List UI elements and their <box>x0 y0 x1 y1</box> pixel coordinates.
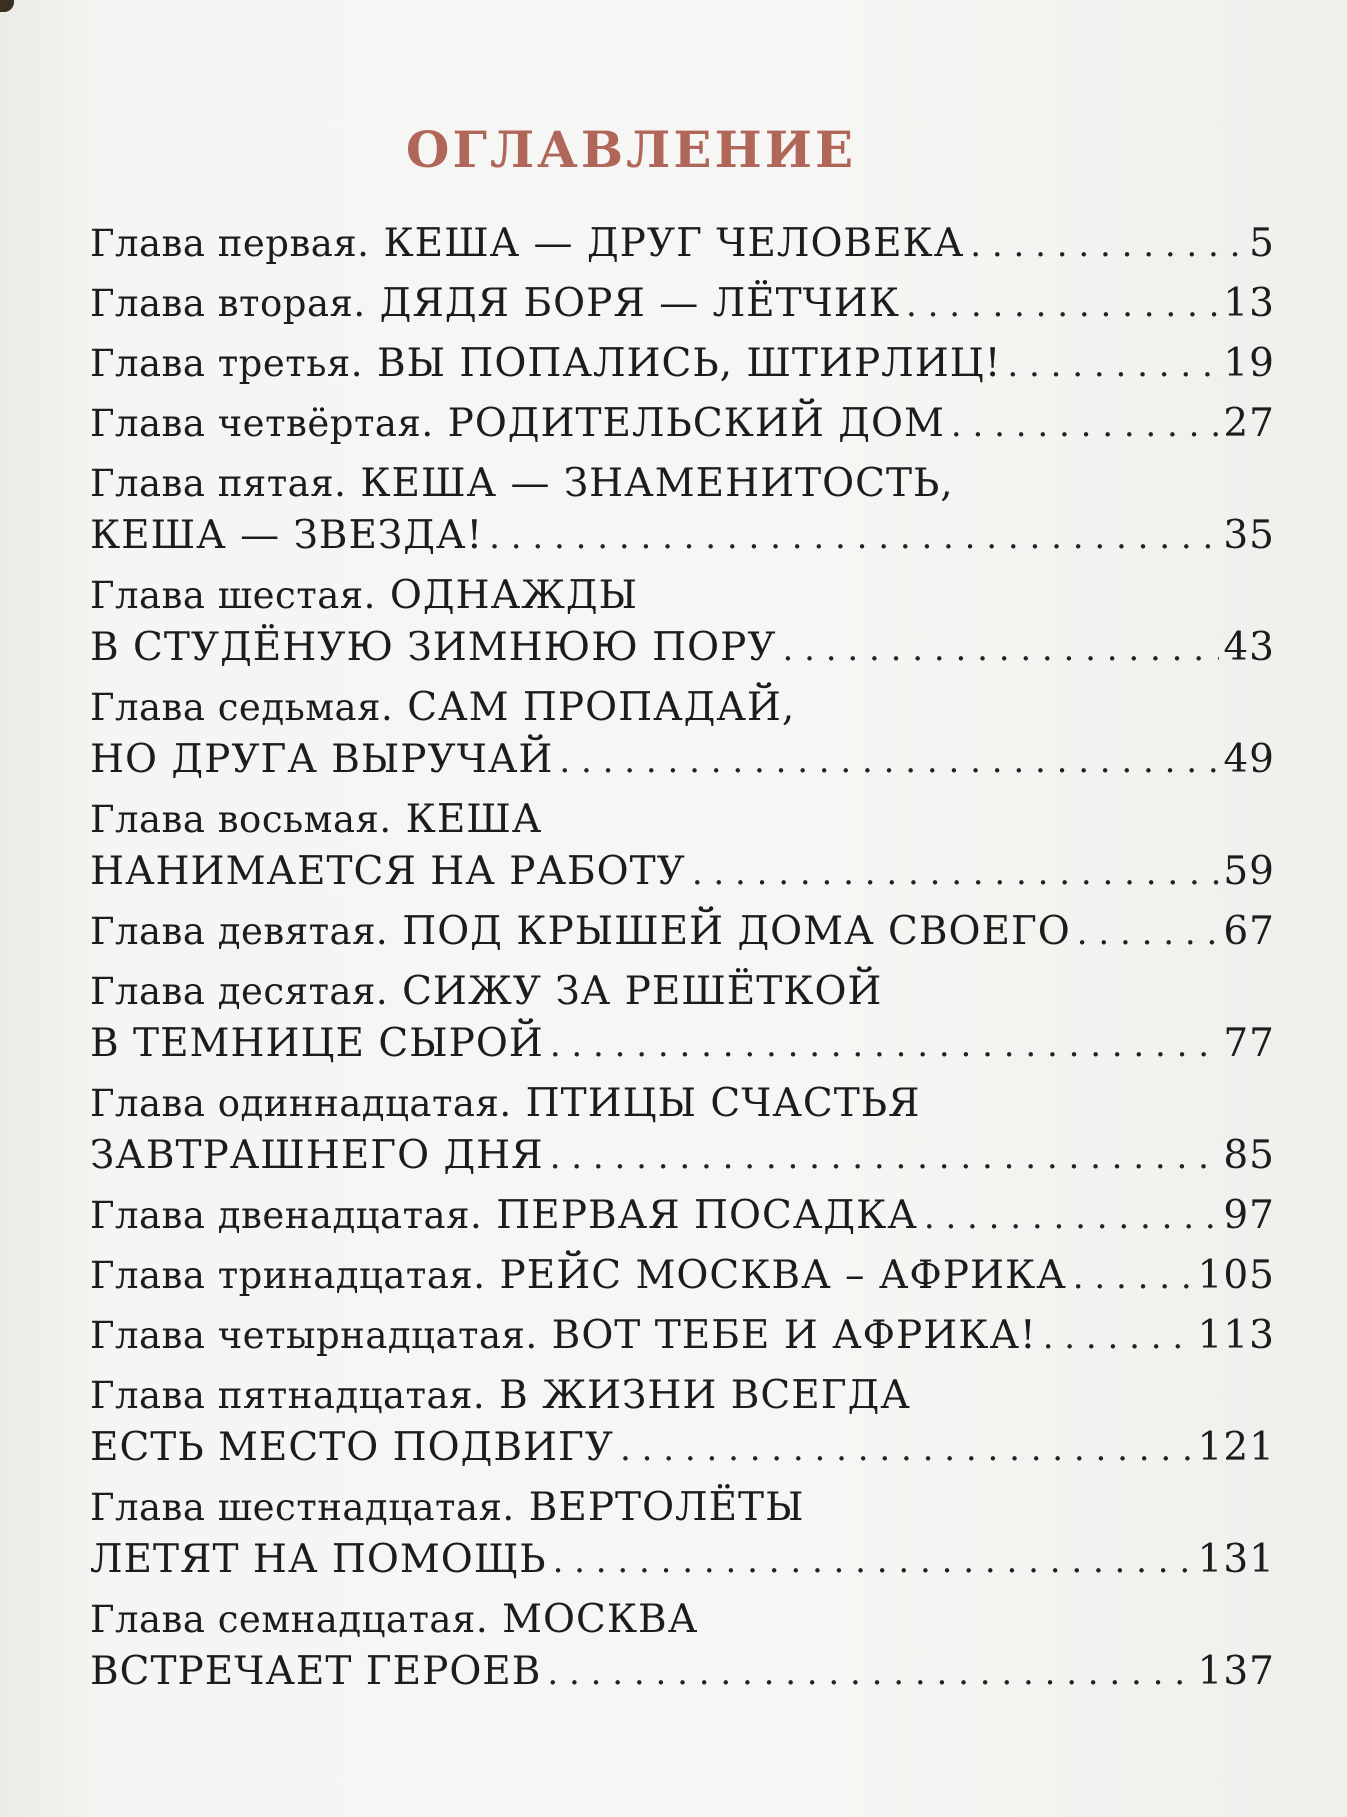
dot-leader <box>951 399 1219 451</box>
dot-leader <box>783 623 1220 675</box>
toc-entry-line <box>90 682 1275 734</box>
entry-spacer <box>90 898 1275 906</box>
toc-entry <box>90 1482 1275 1586</box>
toc-entry-line <box>90 622 1275 674</box>
page-number: 59 <box>1223 849 1275 894</box>
corner-mark <box>0 0 14 12</box>
toc-heading: ОГЛАВЛЕНИЕ <box>405 120 857 179</box>
page-number: 77 <box>1223 1021 1275 1066</box>
entry-spacer <box>90 270 1275 278</box>
page-number: 131 <box>1197 1537 1275 1582</box>
page-number: 43 <box>1223 625 1275 670</box>
chapter-label: Глава семнадцатая. <box>90 1598 489 1641</box>
dot-leader <box>970 219 1245 271</box>
chapter-title-continued: ЗАВТРАШНЕГО ДНЯ <box>90 1133 544 1178</box>
chapter-label: Глава девятая. <box>90 910 389 953</box>
chapter-title: В ЖИЗНИ ВСЕГДА <box>499 1373 911 1418</box>
toc-entry-line <box>90 734 1275 786</box>
entry-spacer <box>90 958 1275 966</box>
dot-leader <box>547 1647 1193 1699</box>
chapter-label: Глава шестая. <box>90 574 376 617</box>
toc-entry <box>90 1370 1275 1474</box>
chapter-title: КЕША — ДРУГ ЧЕЛОВЕКА <box>383 221 965 266</box>
toc-entry <box>90 1190 1275 1242</box>
dot-leader <box>692 847 1220 899</box>
chapter-title-continued: ЛЕТЯТ НА ПОМОЩЬ <box>90 1537 547 1582</box>
entry-spacer <box>90 1182 1275 1190</box>
toc-entry <box>90 682 1275 786</box>
toc-entry <box>90 1594 1275 1698</box>
toc-entry-line <box>90 570 1275 622</box>
toc-entry <box>90 398 1275 450</box>
entry-spacer <box>90 1586 1275 1594</box>
chapter-title: СИЖУ ЗА РЕШЁТКОЙ <box>402 969 883 1014</box>
toc-entry-line <box>90 1078 1275 1130</box>
page-number: 137 <box>1197 1649 1275 1694</box>
toc-entry <box>90 794 1275 898</box>
toc-entry <box>90 906 1275 958</box>
chapter-title: КЕША <box>405 797 543 842</box>
dot-leader <box>620 1423 1194 1475</box>
chapter-label: Глава восьмая. <box>90 798 392 841</box>
chapter-label: Глава пятнадцатая. <box>90 1374 486 1417</box>
chapter-title-continued: В ТЕМНИЦЕ СЫРОЙ <box>90 1021 544 1066</box>
dot-leader <box>550 1019 1220 1071</box>
chapter-title: КЕША — ЗНАМЕНИТОСТЬ, <box>360 461 954 506</box>
toc-entry-line <box>90 510 1275 562</box>
chapter-title-continued: В СТУДЁНУЮ ЗИМНЮЮ ПОРУ <box>90 625 777 670</box>
toc-entry-line <box>90 906 1275 958</box>
toc-entry-line <box>90 278 1275 330</box>
toc-entry-line <box>90 1190 1275 1242</box>
entry-spacer <box>90 330 1275 338</box>
toc-entry-line <box>90 458 1275 510</box>
entry-spacer <box>90 1242 1275 1250</box>
toc-entry <box>90 1310 1275 1362</box>
chapter-label: Глава десятая. <box>90 970 389 1013</box>
toc-entry-line <box>90 398 1275 450</box>
toc-entry <box>90 278 1275 330</box>
chapter-title: ДЯДЯ БОРЯ — ЛЁТЧИК <box>379 281 900 326</box>
toc-entry-line <box>90 1370 1275 1422</box>
page-number: 35 <box>1223 513 1275 558</box>
chapter-title: ОДНАЖДЫ <box>389 573 638 618</box>
page-number: 27 <box>1223 401 1275 446</box>
chapter-label: Глава двенадцатая. <box>90 1194 483 1237</box>
toc-entry-line <box>90 1130 1275 1182</box>
toc-entry-line <box>90 846 1275 898</box>
toc-entry-line <box>90 218 1275 270</box>
chapter-label: Глава одиннадцатая. <box>90 1082 512 1125</box>
page-number: 85 <box>1223 1133 1275 1178</box>
chapter-title: РЕЙС МОСКВА – АФРИКА <box>499 1253 1067 1298</box>
toc-entry <box>90 338 1275 390</box>
dot-leader <box>559 735 1219 787</box>
dot-leader <box>924 1191 1220 1243</box>
toc-entry-line <box>90 1018 1275 1070</box>
page-number: 13 <box>1223 281 1275 326</box>
page-number: 97 <box>1223 1193 1275 1238</box>
chapter-title: ПТИЦЫ СЧАСТЬЯ <box>525 1081 921 1126</box>
entry-spacer <box>90 562 1275 570</box>
chapter-label: Глава четвёртая. <box>90 402 434 445</box>
chapter-title-continued: ЕСТЬ МЕСТО ПОДВИГУ <box>90 1425 614 1470</box>
dot-leader <box>553 1535 1194 1587</box>
toc-entry-line <box>90 338 1275 390</box>
page-number: 67 <box>1223 909 1275 954</box>
toc-entry <box>90 218 1275 270</box>
entry-spacer <box>90 1362 1275 1370</box>
toc-entry-line <box>90 966 1275 1018</box>
toc-entry-line <box>90 1534 1275 1586</box>
chapter-label: Глава третья. <box>90 342 363 385</box>
dot-leader <box>906 279 1219 331</box>
toc-entry-line <box>90 1646 1275 1698</box>
toc-entry-line <box>90 1482 1275 1534</box>
dot-leader <box>1007 339 1219 391</box>
chapter-title-continued: КЕША — ЗВЕЗДА! <box>90 513 484 558</box>
entry-spacer <box>90 390 1275 398</box>
chapter-title: ВЫ ПОПАЛИСЬ, ШТИРЛИЦ! <box>376 341 1002 386</box>
dot-leader <box>1043 1311 1194 1363</box>
toc-entry-line <box>90 1594 1275 1646</box>
toc-entry-line <box>90 1422 1275 1474</box>
dot-leader <box>1077 907 1220 959</box>
dot-leader <box>550 1131 1220 1183</box>
chapter-title: ПОД КРЫШЕЙ ДОМА СВОЕГО <box>402 909 1071 954</box>
chapter-label: Глава шестнадцатая. <box>90 1486 515 1529</box>
entry-spacer <box>90 1474 1275 1482</box>
chapter-title: ПЕРВАЯ ПОСАДКА <box>496 1193 918 1238</box>
entry-spacer <box>90 786 1275 794</box>
chapter-title: ВОТ ТЕБЕ И АФРИКА! <box>551 1313 1037 1358</box>
toc-entry <box>90 1078 1275 1182</box>
chapter-label: Глава четырнадцатая. <box>90 1314 538 1357</box>
toc-entry-line <box>90 1250 1275 1302</box>
chapter-label: Глава седьмая. <box>90 686 394 729</box>
toc-entry <box>90 966 1275 1070</box>
toc-list <box>90 218 1275 1706</box>
chapter-label: Глава вторая. <box>90 282 366 325</box>
page-number: 113 <box>1197 1313 1275 1358</box>
toc-entry <box>90 1250 1275 1302</box>
page-number: 49 <box>1223 737 1275 782</box>
chapter-label: Глава пятая. <box>90 462 347 505</box>
page-number: 105 <box>1197 1253 1275 1298</box>
entry-spacer <box>90 1302 1275 1310</box>
chapter-title: САМ ПРОПАДАЙ, <box>407 685 796 730</box>
chapter-title: РОДИТЕЛЬСКИЙ ДОМ <box>447 401 945 446</box>
entry-spacer <box>90 1070 1275 1078</box>
chapter-label: Глава первая. <box>90 222 370 265</box>
chapter-title-continued: ВСТРЕЧАЕТ ГЕРОЕВ <box>90 1649 542 1694</box>
toc-entry <box>90 458 1275 562</box>
page-number: 5 <box>1249 221 1275 266</box>
entry-spacer <box>90 1698 1275 1706</box>
chapter-title: МОСКВА <box>502 1597 699 1642</box>
page-number: 19 <box>1223 341 1275 386</box>
toc-entry <box>90 570 1275 674</box>
toc-entry-line <box>90 1310 1275 1362</box>
page-number: 121 <box>1197 1425 1275 1470</box>
chapter-title-continued: НО ДРУГА ВЫРУЧАЙ <box>90 737 554 782</box>
entry-spacer <box>90 674 1275 682</box>
toc-entry-line <box>90 794 1275 846</box>
chapter-title-continued: НАНИМАЕТСЯ НА РАБОТУ <box>90 849 686 894</box>
dot-leader <box>1073 1251 1194 1303</box>
chapter-label: Глава тринадцатая. <box>90 1254 486 1297</box>
entry-spacer <box>90 450 1275 458</box>
dot-leader <box>489 511 1219 563</box>
chapter-title: ВЕРТОЛЁТЫ <box>528 1485 805 1530</box>
